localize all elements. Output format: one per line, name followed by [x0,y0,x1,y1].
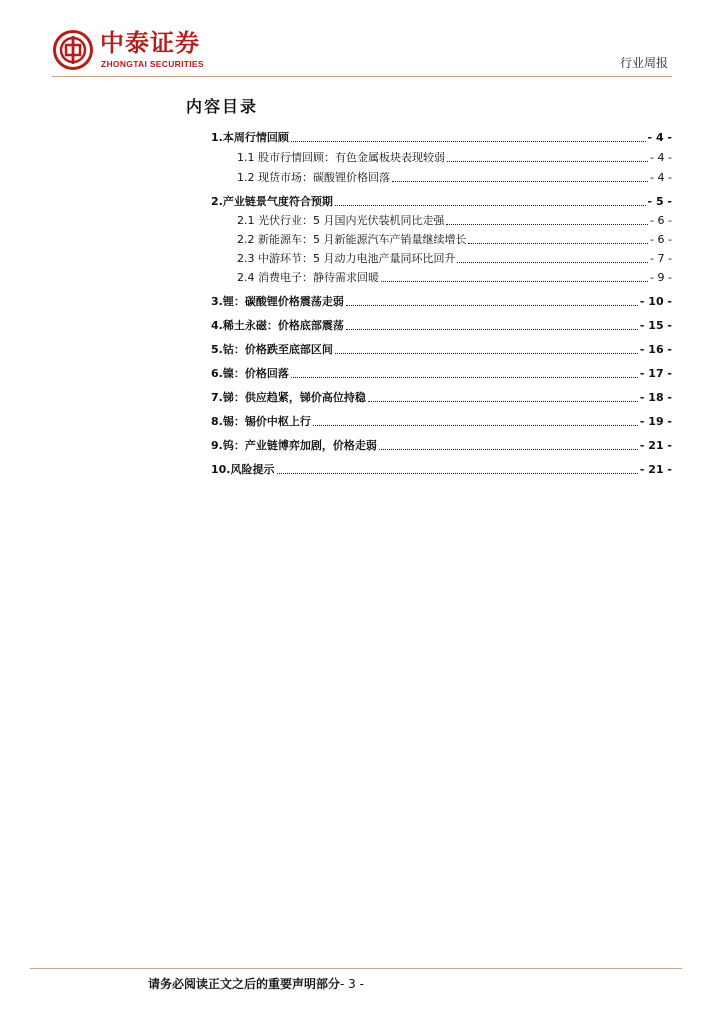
toc-entry[interactable] [211,193,672,209]
toc-dot-leader [313,425,638,426]
toc-dot-leader [368,401,638,402]
toc-entry[interactable] [211,293,672,309]
toc-dot-leader [335,353,638,354]
toc-entry-page: - 19 - [639,415,672,428]
toc-entry-page: - 4 - [650,151,672,164]
toc-entry-page: - 21 - [639,439,672,452]
toc-entry[interactable] [211,461,672,477]
toc-dot-leader [468,243,648,244]
toc-entry-label: 9.钨：产业链博弈加剧，价格走弱 [211,439,377,452]
toc-dot-leader [346,305,638,306]
toc-entry[interactable] [237,212,672,228]
toc-entry-label: 7.锑：供应趋紧，锑价高位持稳 [211,391,366,404]
toc-entry-label: 1.本周行情回顾 [211,131,289,144]
brand-name-en: ZHONGTAI SECURITIES [101,59,204,69]
toc-entry-label: 2.1 光伏行业：5 月国内光伏装机同比走强 [237,214,445,227]
toc-entry-page: - 7 - [650,252,672,265]
toc-entry[interactable] [237,269,672,285]
toc-entry-page: - 6 - [650,233,672,246]
toc-entry-label: 5.钴：价格跌至底部区间 [211,343,333,356]
toc-dot-leader [346,329,638,330]
toc-entry[interactable] [211,389,672,405]
toc-entry[interactable] [211,365,672,381]
toc-dot-leader [381,281,648,282]
toc-entry[interactable] [237,250,672,266]
toc-dot-leader [446,224,648,225]
toc-entry-page: - 16 - [639,343,672,356]
brand-name-cn: 中泰证券 [100,29,200,57]
footer-page-number: - 3 - [340,977,364,991]
toc-entry[interactable] [211,413,672,429]
toc-entry-label: 1.2 现货市场：碳酸锂价格回落 [237,171,390,184]
toc-entry-label: 8.锡：锡价中枢上行 [211,415,311,428]
toc-entry-label: 2.产业链景气度符合预期 [211,195,333,208]
toc-dot-leader [277,473,638,474]
toc-entry-label: 4.稀土永磁：价格底部震荡 [211,319,344,332]
toc-dot-leader [457,262,648,263]
footer-divider [30,968,682,969]
toc-entry[interactable] [211,437,672,453]
toc-entry-page: - 4 - [647,131,672,144]
toc-entry-label: 2.3 中游环节：5 月动力电池产量同环比回升 [237,252,456,265]
report-type-label: 行业周报 [619,56,668,70]
toc-entry-label: 3.锂：碳酸锂价格震荡走弱 [211,295,344,308]
toc-dot-leader [291,141,646,142]
toc-dot-leader [379,449,638,450]
toc-entry[interactable] [211,129,672,145]
toc-entry-page: - 5 - [647,195,672,208]
toc-entry[interactable] [237,231,672,247]
toc-entry[interactable] [211,341,672,357]
toc-entry-page: - 6 - [650,214,672,227]
toc-entry-label: 1.1 股市行情回顾：有色金属板块表现较弱 [237,151,445,164]
toc-entry[interactable] [237,169,672,185]
toc-dot-leader [392,181,648,182]
footer-notice: 请务必阅读正文之后的重要声明部分 [148,977,341,991]
toc-entry-label: 10.风险提示 [211,463,275,476]
page-header [0,0,724,80]
toc-dot-leader [291,377,638,378]
toc-heading: 内容目录 [186,97,259,116]
header-divider [52,76,672,77]
toc-entry-label: 2.2 新能源车：5 月新能源汽车产销量继续增长 [237,233,467,246]
toc-entry-label: 2.4 消费电子：静待需求回暖 [237,271,379,284]
toc-entry[interactable] [237,149,672,165]
toc-entry-page: - 17 - [639,367,672,380]
toc-entry-page: - 9 - [650,271,672,284]
toc-entry-page: - 10 - [639,295,672,308]
page-footer [148,975,364,992]
toc-dot-leader [447,161,648,162]
zhongtai-logo-icon [53,30,93,70]
toc-dot-leader [335,205,646,206]
toc-entry-label: 6.镍：价格回落 [211,367,289,380]
toc-entry-page: - 21 - [639,463,672,476]
toc-entry-page: - 18 - [639,391,672,404]
toc-entry[interactable] [211,317,672,333]
toc-entry-page: - 15 - [639,319,672,332]
toc-entry-page: - 4 - [650,171,672,184]
